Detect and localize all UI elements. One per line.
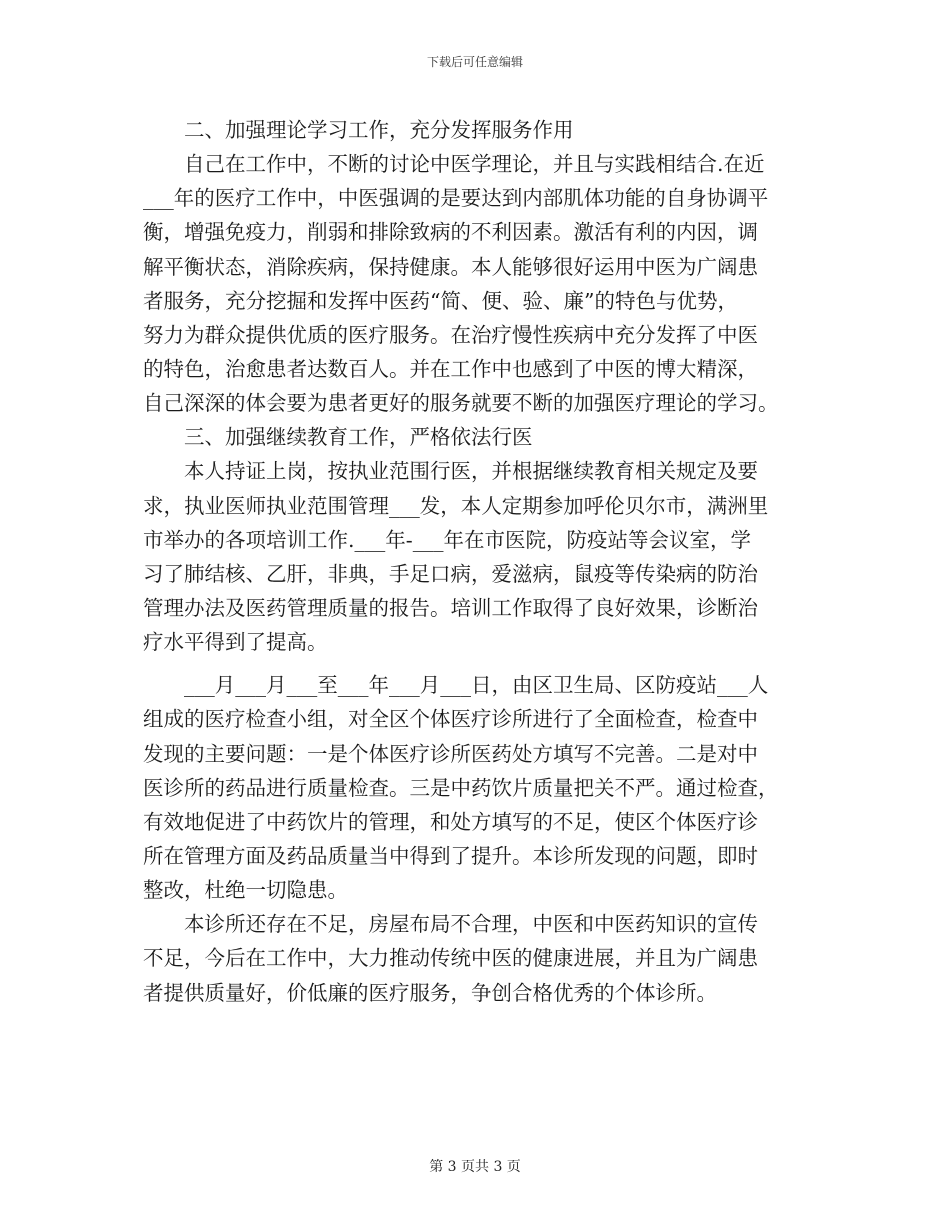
section-heading: 三、加强继续教育工作，严格依法行医 [184,425,533,450]
text-line: 本人持证上岗，按执业范围行医，并根据继续教育相关规定及要 [184,459,758,484]
text-line: 整改，杜绝一切隐患。 [143,878,348,903]
text-line: 有效地促进了中药饮片的管理，和处方填写的不足，使区个体医疗诊 [143,809,758,834]
section-heading: 二、加强理论学习工作，充分发挥服务作用 [184,118,574,142]
text-line: 求，执业医师执业范围管理___发，本人定期参加呼伦贝尔市，满洲里 [143,493,769,518]
text-line: 不足，今后在工作中，大力推动传统中医的健康进展，并且为广阔患 [143,946,758,971]
text-line: ___年的医疗工作中，中医强调的是要达到内部肌体功能的自身协调平 [143,186,769,211]
text-line: 管理办法及医药管理质量的报告。培训工作取得了良好效果，诊断治 [143,595,758,620]
text-line: 者服务，充分挖掘和发挥中医药“简、便、验、廉”的特色与优势， [143,288,738,313]
text-line: 医诊所的药品进行质量检查。三是中药饮片质量把关不严。通过检查， [143,775,779,800]
text-line: 习了肺结核、乙肝，非典，手足口病，爱滋病，鼠疫等传染病的防治 [143,561,758,586]
text-line: 自己深深的体会要为患者更好的服务就要不断的加强医疗理论的学习。 [143,391,779,416]
text-line: 努力为群众提供优质的医疗服务。在治疗慢性疾病中充分发挥了中医 [143,322,758,347]
text-line: 所在管理方面及药品质量当中得到了提升。本诊所发现的问题，即时 [143,843,758,868]
text-line: 市举办的各项培训工作.___年-___年在市医院，防疫站等会议室，学 [143,527,751,552]
header-note: 下载后可任意编辑 [426,55,523,69]
text-line: 者提供质量好，价低廉的医疗服务，争创合格优秀的个体诊所。 [143,980,717,1005]
text-line: 组成的医疗检查小组，对全区个体医疗诊所进行了全面检查，检查中 [143,707,758,732]
text-line: 本诊所还存在不足，房屋布局不合理，中医和中医药知识的宣传 [184,912,758,937]
text-line: 发现的主要问题：一是个体医疗诊所医药处方填写不完善。二是对中 [143,741,758,766]
page-number: 第 3 页共 3 页 [429,1159,521,1175]
text-line: 的特色，治愈患者达数百人。并在工作中也感到了中医的博大精深， [143,356,758,381]
text-line: 解平衡状态，消除疾病，保持健康。本人能够很好运用中医为广阔患 [143,254,758,279]
text-line: 自己在工作中，不断的讨论中医学理论，并且与实践相结合.在近 [184,152,765,177]
text-line: 疗水平得到了提高。 [143,630,328,655]
document-body [143,113,808,1010]
text-line: ___月___月___至___年___月___日，由区卫生局、区防疫站___人 [184,673,769,698]
text-line: 衡，增强免疫力，削弱和排除致病的不利因素。激活有利的内因，调 [143,220,758,245]
